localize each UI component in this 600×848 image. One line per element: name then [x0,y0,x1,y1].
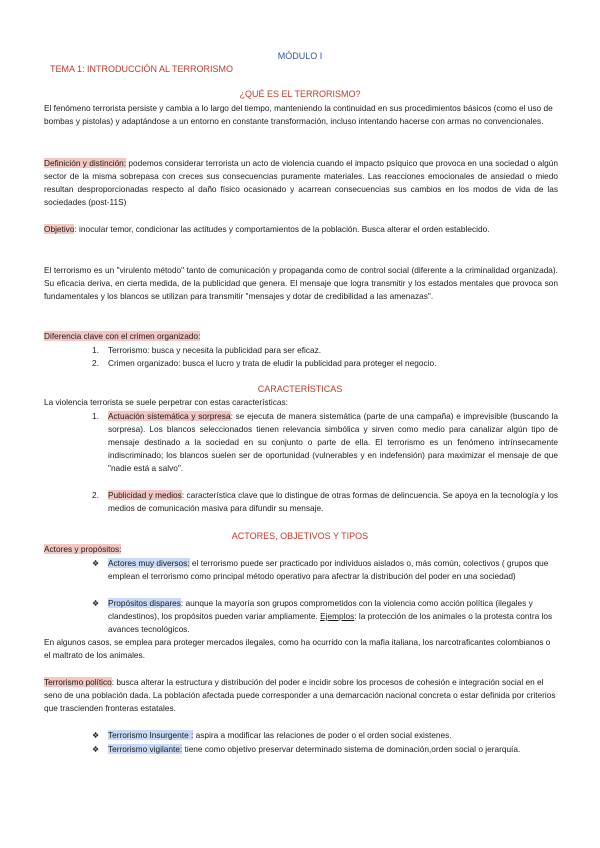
definition-label: Definición y distinción: [44,158,127,168]
political-text: : busca alterar la estructura y distribución del poder e incidir sobre los procesos de cohesión e integración social en el seno de una población dada. La población afectada puede corresponder a una demarcación nacional concreta o estar definida por criterios que trascienden fronteras estatales. [44,677,556,713]
intro-paragraph: El fenómeno terrorista persiste y cambia a lo largo del tiempo, manteniendo la continuidad en sus procedimientos básicos (como el uso de bombas y pistolas) y adaptándose a un entorno en constante transformación, incluso intentando hacerse con armas no convencionales. [44,103,553,126]
list-item [108,597,558,636]
political-item-label: Terrorismo vigilante: [108,744,183,754]
example-label: Ejemplos [320,611,355,621]
actors-label [44,543,121,556]
list-item [108,743,558,756]
list-item: Terrorismo: busca y necesita la publicidad para ser eficaz. [108,345,322,355]
difference-label-text: Diferencia clave con el crimen organizado: [44,331,201,341]
characteristic-label: Publicidad y medios [108,490,182,500]
virulent-paragraph: El terrorismo es un "virulento método" tanto de comunicación y propaganda como de control social (diferente a la criminalidad organizada). Su eficacia deriva, en cierta medida, de la publicidad que genera. El mensaje que logra transmitir y los estados mentales que provoca son fundamentales y los blancos se utilizan para transmitir "mensajes y dotar de credibilidad a las amenazas". [44,265,558,301]
actors-item-tail: : la protección de los animales o la protesta contra los avances tecnológicos. [108,611,553,634]
objective-label: Objetivo [44,224,75,234]
characteristic-text: : característica clave que lo distingue de otras formas de delincuencia. Se apoya en la tecnología y los medios de comunicación masiva para difundir su mensaje. [108,490,558,513]
module-title: MÓDULO I [277,51,323,61]
list-item [108,557,558,583]
actors-item-text: : aunque la mayoría son grupos comprometidos con la violencia como acción política (ilegales y clandestinos), los propósitos pueden variar ampliamente. [108,598,533,621]
characteristic-label: Actuación sistemática y sorpresa [108,411,231,421]
actors-item-label: Actores muy diversos: [108,558,190,568]
diamond-bullet-icon: ❖ [92,559,100,568]
list-number: 2. [92,490,99,500]
political-item-label: Terrorismo Insurgente : [108,730,194,740]
list-number: 2. [92,358,99,368]
actors-item-text: el terrorismo puede ser practicado por individuos aislados o, más común, colectivos ( grupos que emplean el terrorismo como principal método operativo para afectrar la distribución del poder en una sociedad) [108,558,549,581]
political-paragraph [44,676,558,715]
characteristics-intro: La violencia terrorista se suele perpetrar con estas características: [44,397,288,407]
list-number: 1. [92,411,99,421]
diamond-bullet-icon: ❖ [92,599,100,608]
section-heading-characteristics: CARACTERÍSTICAS [257,384,343,394]
list-item [108,410,558,475]
political-item-text: aspira a modificar las relaciones de poder o el orden social existenes. [193,730,452,740]
actors-item-label: Propósitos dispares [108,598,181,608]
actors-closing: En algunos casos, se emplea para proteger mercados ilegales, como ha ocurrido con la mafia italiana, los narcotraficantes colombianos o el maltrato de los animales. [44,637,551,660]
political-item-text: tiene como objetivo preservar determinado sistema de dominación,orden social o jerarquía. [182,744,521,754]
difference-label [44,330,200,343]
list-item [108,489,558,515]
list-number: 1. [92,345,99,355]
list-item: Crimen organizado: busca el lucro y trata de eludir la publicidad para proteger el negocio. [108,358,437,368]
diamond-bullet-icon: ❖ [92,731,100,740]
list-item [108,729,558,742]
section-heading-actors: ACTORES, OBJETIVOS Y TIPOS [231,531,369,541]
topic-title: TEMA 1: INTRODUCCIÓN AL TERRORISMO [50,64,234,74]
objective-text: : inocular temor, condicionar las actitudes y comportamientos de la población. Busca alterar el orden establecido. [74,224,490,234]
section-heading-what-is: ¿QUÉ ES EL TERRORISMO? [239,89,361,99]
definition-paragraph [44,157,558,209]
objective-paragraph [44,223,558,236]
political-label: Terrorismo político [44,677,112,687]
diamond-bullet-icon: ❖ [92,745,100,754]
definition-text: podemos considerar terrorista un acto de violencia cuando el impacto psíquico que provoca en una sociedad o algún sector de la misma sobrepasa con creces sus consecuencias puramente materiales. Las reacciones emocionales de ansiedad o miedo resultan desproporcionadas respecto al daño físico ocasionado y acarrean consecuencias sus cambios en los modos de vida de las sociedades (post-11S) [44,158,558,207]
characteristic-text: : se ejecuta de manera sistemática (parte de una campaña) e imprevisible (buscando la sorpresa). Los blancos seleccionados tienen relevancia simbólica y sirven como medio para canalizar algún tipo de mensaje destinado a la sociedad en su conjunto o parte de ella. El terrorismo es un fenómeno intrínsecamente indiscriminado; los blancos suelen ser de oportunidad (vulnerables y en indefensión) para maximizar el mensaje de que "nadie está a salvo". [108,411,559,473]
actors-label-text: Actores y propósitos: [44,544,122,554]
